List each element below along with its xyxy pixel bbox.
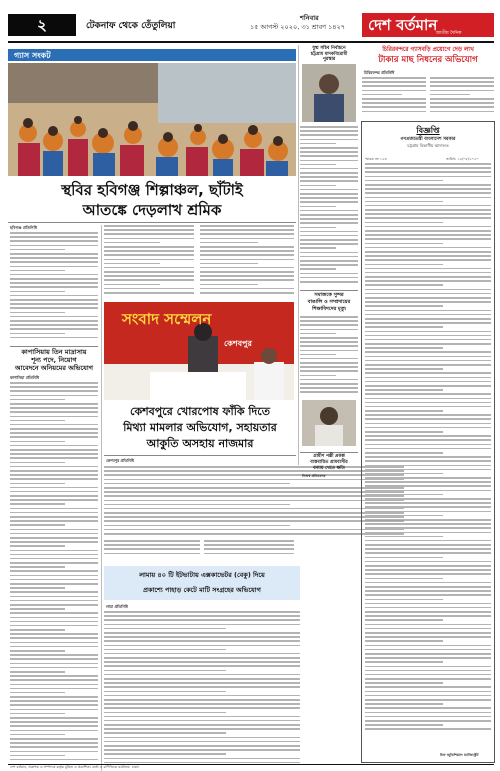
- lead-headline-line2: আতঙ্কে দেড়লাখ শ্রমিক: [82, 201, 222, 219]
- top-right-byline: চিরিরবন্দর প্রতিনিধি: [364, 70, 395, 75]
- kaptai-byline: লামা প্রতিনিধি: [106, 604, 128, 609]
- col-divider: [101, 225, 102, 771]
- top-right-headline-line2: টাকার মাছ নিধনের অভিযোগ: [378, 55, 478, 65]
- page-header: [0, 0, 500, 42]
- lead-photo-workers: [8, 63, 296, 176]
- top-right-body-col1: [362, 77, 426, 117]
- lead-body-col1: [10, 232, 98, 342]
- page-number-box: [8, 14, 76, 36]
- press-rule: [104, 455, 296, 456]
- lower-mid-headline-line3: বন্যায় খেতে ক্ষতি: [313, 466, 345, 471]
- press-banner-sub: কেশবপুর: [224, 339, 252, 348]
- header-date: ১৫ আগস্ট ২০২০, ৩১ শ্রাবণ ১৪২৭: [250, 23, 345, 31]
- top-right-headline: [362, 46, 494, 66]
- section-title: টেকনাফ থেকে তেঁতুলিয়া: [86, 21, 176, 31]
- press-byline: কেশবপুর প্রতিনিধি: [106, 458, 134, 463]
- lower-mid-headline-line1: গ্রামীণ পল্লী প্রকল্প: [313, 454, 345, 459]
- kapasia-body: [10, 382, 98, 767]
- lead-rule: [8, 222, 296, 223]
- section-label: গ্যাস সংকট: [14, 51, 51, 60]
- mid-story-headline-line3: শিক্ষাবিদদের মৃত্যু: [312, 306, 346, 312]
- kapasia-headline-line2: শূন্য পদে, নিয়োগ: [31, 356, 77, 364]
- notice-memo-left: স্মারক নং ১২৩: [365, 157, 387, 161]
- footer-text: দেশ বর্তমান, প্রকাশক ও সম্পাদক কর্তৃক মুদ্রিত ও প্রকাশিত। বার্তা ও বাণিজ্যিক কার্যালয়: ঢাকা।: [10, 765, 140, 769]
- press-banner-text: সংবাদ সম্মেলন: [122, 310, 212, 328]
- kaptai-body: [104, 611, 300, 767]
- top-mid-headline-line2: চট্টগ্রাম মাদকবিরোধী: [310, 51, 348, 57]
- notice-signature: চিফ জুডিশিয়াল ম্যাজিস্ট্রেট: [440, 753, 479, 757]
- lower-mid-headline: [300, 454, 358, 472]
- mid-story-headline-line1: সমাজকে সুন্দর: [314, 292, 344, 298]
- header-rule: [8, 41, 494, 43]
- press-headline-line3: আকুতি অসহায় নাজমার: [146, 437, 254, 450]
- top-mid-headline-line1: যুগ্ম সচিব নির্বাচনে: [312, 46, 346, 51]
- kapasia-headline-line1: কাপাসিয়ায় তিন মাদ্রাসায়: [21, 348, 87, 356]
- brand-tagline: জাতীয় দৈনিক: [436, 31, 462, 36]
- kaptai-headline: [106, 568, 298, 598]
- press-headline-line1: কেশবপুরে খোরপোষ ফাঁকি দিতে: [130, 405, 270, 418]
- lead-headline: [8, 180, 296, 220]
- notice-memo-right: তারিখ: ১৫/০৮/২০২০: [446, 157, 479, 161]
- lead-headline-line1: স্থবির হবিগঞ্জ শিল্পাঞ্চল, ছাঁটাই: [61, 181, 243, 199]
- lead-body-col2: [104, 225, 194, 297]
- press-body-col1: [104, 540, 200, 560]
- kapasia-rule: [10, 346, 98, 347]
- lower-mid-headline-line2: বাস্তবায়িত গ্রামবাসীর: [310, 460, 348, 465]
- lower-mid-rule: [300, 452, 358, 453]
- kapasia-headline-line3: আবেদনে অনিয়মের অভিযোগ: [14, 364, 94, 372]
- kaptai-headline-line1: লামায় ৪০ টি ইটভাটায় এক্সকাভেটর (বেকু) দিয়ে: [139, 571, 265, 579]
- mid-story-photo: [302, 400, 356, 446]
- kapasia-headline: [10, 348, 98, 372]
- lower-mid-byline: নিজস্ব প্রতিবেদক: [302, 474, 326, 478]
- top-mid-photo: [302, 64, 356, 122]
- press-headline: [104, 404, 296, 452]
- kaptai-headline-line2: প্রকাশ্যে পাহাড় কেটে মাটি সংগ্রহের অভিযোগ: [143, 586, 261, 594]
- section-label-band: [8, 49, 296, 61]
- mid-col-divider-left: [298, 45, 299, 465]
- mid-story-rule: [300, 290, 358, 291]
- lead-byline: হবিগঞ্জ প্রতিনিধি: [10, 225, 37, 230]
- press-body-wide: [104, 466, 404, 538]
- notice-org-line2: চট্টগ্রাম বিভাগীয় আদালত: [407, 143, 449, 148]
- lead-body-col3: [200, 225, 294, 297]
- mid-story-headline-line2: বাঙালি ও সম্প্রদায়ের: [307, 299, 351, 305]
- notice-title: বিজ্ঞপ্তি: [416, 126, 440, 135]
- top-mid-headline: [300, 46, 358, 63]
- notice-org-line1: গণপ্রজাতন্ত্রী বাংলাদেশ সরকার: [400, 137, 456, 142]
- top-mid-headline-line3: পুরস্কার: [322, 57, 336, 62]
- mid-story-headline: [300, 292, 358, 313]
- top-right-headline-line1: চিরিরবন্দরে গ্যাসবড়ি প্রয়োগে দেড় লাখ: [382, 47, 474, 53]
- brand-name: দেশ বর্তমান: [368, 16, 438, 34]
- page-number: ২: [37, 16, 47, 34]
- notice-body: [365, 163, 491, 751]
- press-headline-line2: মিথ্যা মামলার অভিযোগ, সহায়তার: [123, 421, 277, 434]
- press-body-col2: [204, 540, 294, 560]
- top-mid-body: [300, 126, 358, 286]
- mid-story-body: [300, 316, 358, 398]
- header-day: শনিবার: [300, 14, 319, 22]
- kapasia-byline: কাপাসিয়া প্রতিনিধি: [10, 375, 40, 380]
- top-right-body-col2: [430, 77, 494, 117]
